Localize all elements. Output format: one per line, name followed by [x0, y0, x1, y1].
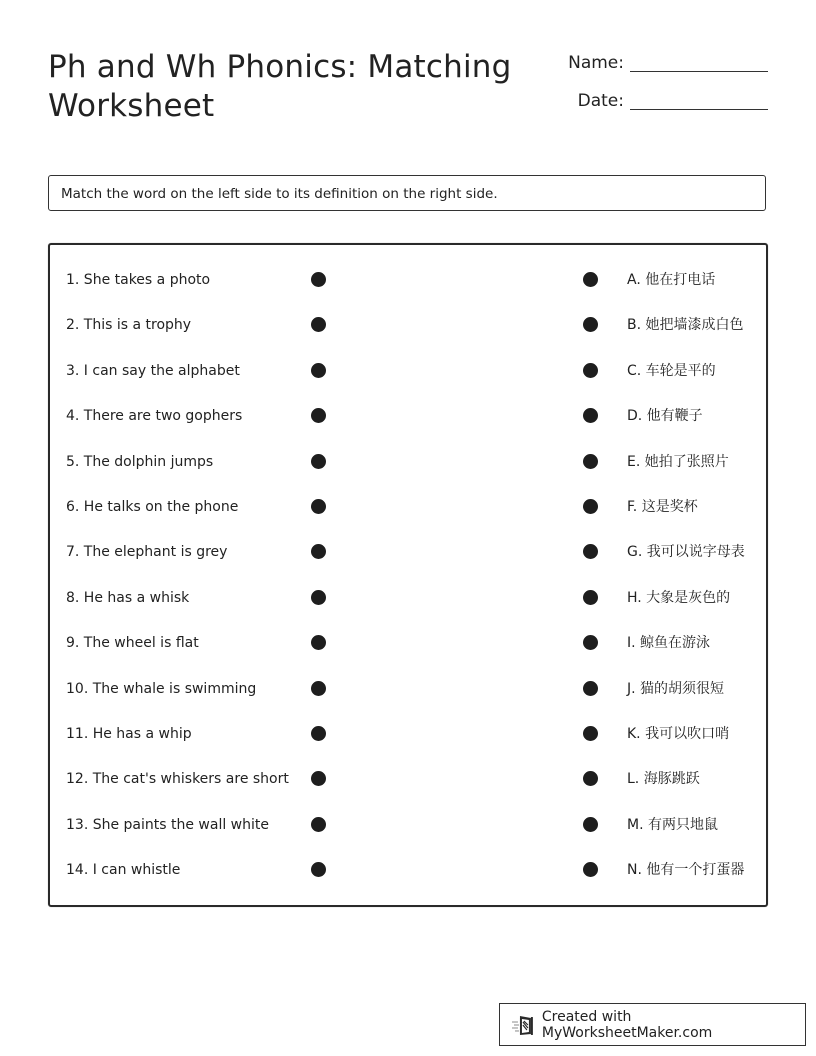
left-connector-dot[interactable] [311, 862, 326, 877]
left-item: 13. She paints the wall white [66, 816, 269, 833]
name-field [544, 52, 768, 74]
left-item: 4. There are two gophers [66, 408, 243, 425]
right-item: A. 他在打电话 [627, 272, 716, 288]
left-connector-dot[interactable] [311, 771, 326, 786]
left-item: 9. The wheel is flat [66, 635, 199, 652]
left-connector-dot[interactable] [311, 317, 326, 332]
right-connector-dot[interactable] [583, 408, 598, 423]
left-connector-dot[interactable] [311, 726, 326, 741]
match-row-8 [50, 586, 766, 610]
right-connector-dot[interactable] [583, 771, 598, 786]
created-with-badge[interactable] [499, 1003, 806, 1046]
left-connector-dot[interactable] [311, 454, 326, 469]
left-connector-dot[interactable] [311, 408, 326, 423]
right-item: D. 他有鞭子 [627, 408, 703, 425]
match-row-9 [50, 631, 766, 655]
match-row-10 [50, 677, 766, 701]
left-item: 11. He has a whip [66, 726, 192, 742]
match-row-4 [50, 404, 766, 428]
right-connector-dot[interactable] [583, 817, 598, 832]
date-blank-line[interactable] [630, 109, 768, 110]
right-item: J. 猫的胡须很短 [627, 680, 725, 697]
left-connector-dot[interactable] [311, 590, 326, 605]
right-item: B. 她把墙漆成白色 [627, 317, 744, 334]
left-connector-dot[interactable] [311, 499, 326, 514]
left-item: 1. She takes a photo [66, 272, 211, 288]
page-title: Ph and Wh Phonics: Matching Worksheet [48, 49, 512, 124]
right-item: H. 大象是灰色的 [627, 589, 731, 606]
left-connector-dot[interactable] [311, 544, 326, 559]
match-row-12 [50, 767, 766, 791]
date-label: Date: [577, 91, 624, 111]
left-item: 5. The dolphin jumps [66, 453, 214, 470]
left-item: 10. The whale is swimming [66, 680, 257, 697]
right-connector-dot[interactable] [583, 363, 598, 378]
instructions-box: Match the word on the left side to its definition on the right side. [48, 175, 766, 211]
right-connector-dot[interactable] [583, 726, 598, 741]
right-item: L. 海豚跳跃 [627, 771, 700, 788]
matching-box [48, 243, 768, 907]
match-row-7 [50, 540, 766, 564]
left-item: 14. I can whistle [66, 862, 181, 879]
left-item: 3. I can say the alphabet [66, 362, 240, 379]
right-connector-dot[interactable] [583, 272, 598, 287]
left-connector-dot[interactable] [311, 363, 326, 378]
right-item: G. 我可以说字母表 [627, 544, 745, 561]
match-row-1 [50, 268, 766, 292]
right-connector-dot[interactable] [583, 317, 598, 332]
match-row-2 [50, 313, 766, 337]
match-row-11 [50, 722, 766, 746]
match-row-5 [50, 450, 766, 474]
match-row-3 [50, 359, 766, 383]
right-connector-dot[interactable] [583, 499, 598, 514]
left-item: 8. He has a whisk [66, 589, 190, 606]
right-connector-dot[interactable] [583, 635, 598, 650]
name-label: Name: [568, 53, 624, 73]
worksheet-maker-logo-icon [511, 1014, 537, 1036]
right-item: K. 我可以吹口哨 [627, 726, 730, 742]
left-item: 6. He talks on the phone [66, 499, 239, 515]
right-connector-dot[interactable] [583, 454, 598, 469]
left-connector-dot[interactable] [311, 817, 326, 832]
match-row-6 [50, 495, 766, 519]
left-item: 7. The elephant is grey [66, 544, 228, 561]
left-connector-dot[interactable] [311, 635, 326, 650]
created-with-text: Created with MyWorksheetMaker.com [541, 1008, 713, 1041]
left-connector-dot[interactable] [311, 681, 326, 696]
name-blank-line[interactable] [630, 71, 768, 72]
right-item: I. 鲸鱼在游泳 [627, 635, 711, 652]
left-item: 2. This is a trophy [66, 317, 192, 334]
right-item: N. 他有一个打蛋器 [627, 862, 745, 879]
match-row-13 [50, 813, 766, 837]
right-item: E. 她拍了张照片 [627, 453, 729, 470]
left-item: 12. The cat's whiskers are short [66, 771, 289, 788]
right-connector-dot[interactable] [583, 544, 598, 559]
right-connector-dot[interactable] [583, 590, 598, 605]
right-item: F. 这是奖杯 [627, 499, 698, 515]
right-item: M. 有两只地鼠 [627, 816, 718, 833]
right-connector-dot[interactable] [583, 681, 598, 696]
left-connector-dot[interactable] [311, 272, 326, 287]
right-connector-dot[interactable] [583, 862, 598, 877]
match-row-14 [50, 858, 766, 882]
date-field [544, 90, 768, 112]
right-item: C. 车轮是平的 [627, 362, 716, 379]
